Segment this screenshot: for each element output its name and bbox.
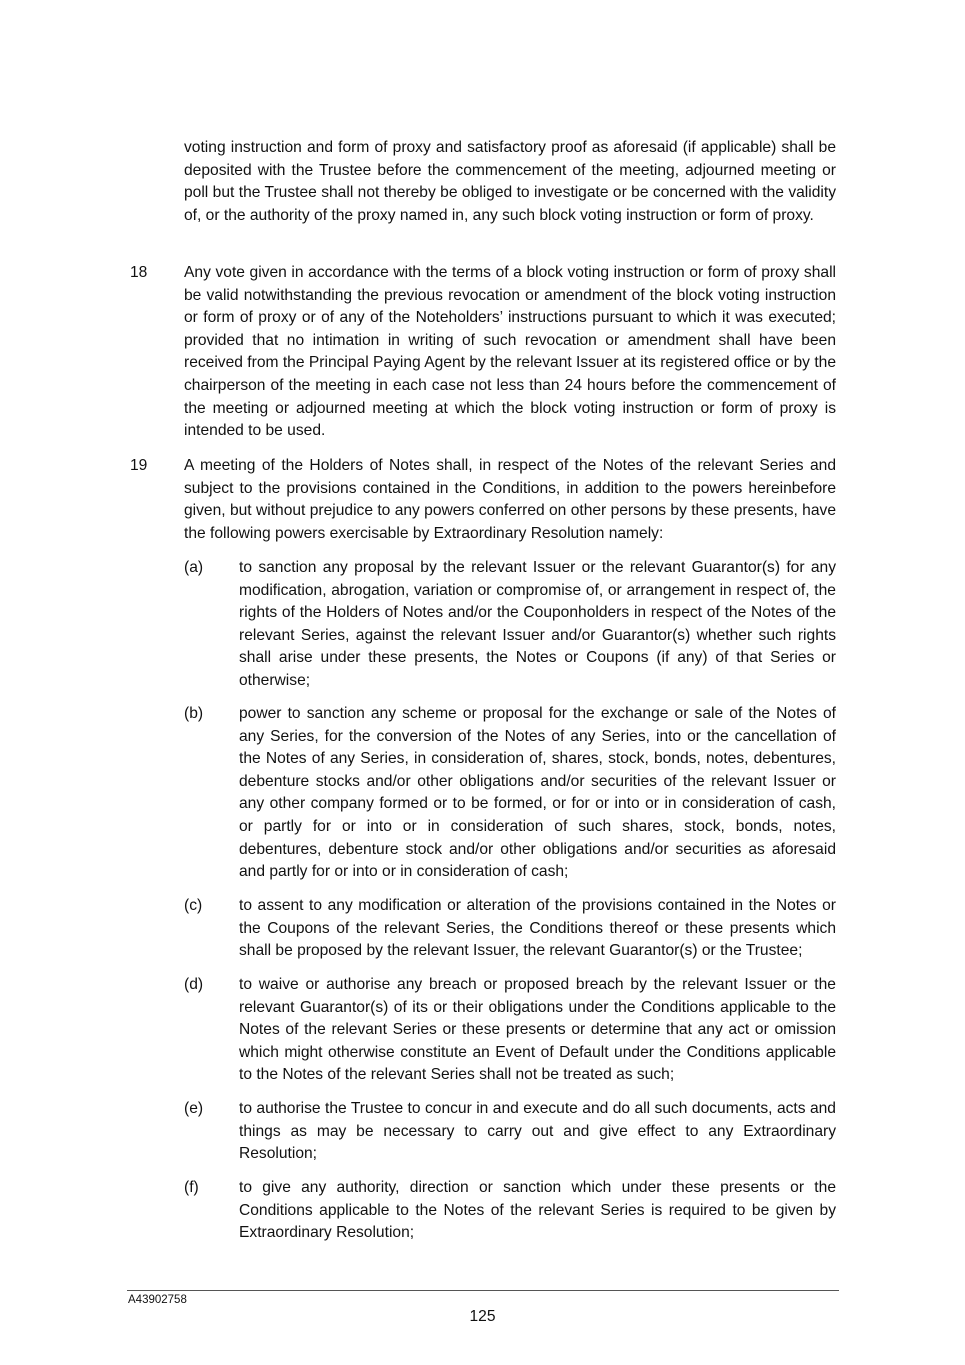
subclause-label: (d): [184, 976, 204, 993]
document-reference: A43902758: [128, 1294, 187, 1306]
subclause-text: to waive or authorise any breach or proposed breach by the relevant Issuer or the relevant Guarantor(s) of its or their obligations under the Conditions applicable to the Notes of the relevant Series or these presents or determine that any act or omission which might otherwise constitute an Event of Default under the Conditions applicable to the Notes of the relevant Series shall not be treated as such;: [239, 976, 836, 1084]
subclause-label: (f): [184, 1179, 199, 1196]
page-number: 125: [469, 1308, 496, 1325]
subclause-label: (e): [184, 1100, 204, 1117]
subclause-text: to assent to any modification or alteration of the provisions contained in the Notes or the Coupons of the relevant Series, the Conditions thereof or these presents which shall be proposed by the relevant Issuer, the relevant Guarantor(s) or the Trustee;: [239, 897, 836, 960]
continuation-paragraph: voting instruction and form of proxy and satisfactory proof as aforesaid (if applicable) shall be deposited with the Trustee before the commencement of the meeting, adjourned meeting or poll but the Trustee shall not thereby be obliged to investigate or be concerned with the validity of, or the authority of the proxy named in, any such block voting instruction or form of proxy.: [184, 139, 836, 224]
subclause-text: to sanction any proposal by the relevant Issuer or the relevant Guarantor(s) for any modification, abrogation, variation or compromise of, or arrangement in respect of, the rights of the Holders of Notes and/or the Couponholders in respect of the Notes of the relevant Series, against the relevant Issuer and/or Guarantor(s) whether such rights shall arise under these presents, the Notes or Coupons (if any) of that Series or otherwise;: [239, 559, 836, 689]
footer-divider: [127, 1290, 839, 1291]
subclause-text: to authorise the Trustee to concur in and execute and do all such documents, acts and things as may be necessary to carry out and give effect to any Extraordinary Resolution;: [239, 1100, 836, 1163]
clause-text: A meeting of the Holders of Notes shall, in respect of the Notes of the relevant Series and subject to the provisions contained in the Conditions, in addition to the powers hereinbefore given, but without prejudice to any powers conferred on other persons by these presents, have the following powers exercisable by Extraordinary Resolution namely:: [184, 457, 836, 542]
clause-text: Any vote given in accordance with the terms of a block voting instruction or form of proxy shall be valid notwithstanding the previous revocation or amendment of the block voting instruction or form of proxy or of any of the Noteholders’ instructions pursuant to which it was executed; provided that no intimation in writing of such revocation or amendment shall have been received from the Principal Paying Agent by the relevant Issuer at its registered office or by the chairperson of the meeting in each case not less than 24 hours before the commencement of the meeting or adjourned meeting at which the block voting instruction or form of proxy is intended to be used.: [184, 264, 836, 440]
subclause-label: (a): [184, 559, 204, 576]
subclause-text: to give any authority, direction or sanction which under these presents or the Conditions applicable to the Notes of the relevant Series is required to be given by Extraordinary Resolution;: [239, 1179, 836, 1242]
subclause-label: (c): [184, 897, 203, 914]
clause-number: 19: [130, 457, 148, 474]
clause-number: 18: [130, 264, 148, 281]
subclause-label: (b): [184, 705, 204, 722]
subclause-text: power to sanction any scheme or proposal for the exchange or sale of the Notes of any Series, for the conversion of the Notes of any Series, into or the cancellation of the Notes of any Series, in consideration of, shares, stock, bonds, notes, debentures, debenture stocks and/or other obligations and/or securities of the relevant Issuer or any other company formed or to be formed, or for or into or in consideration of cash, or partly for or into or in consideration of such shares, stock, bonds, notes, debentures, debenture stock and/or other obligations and/or securities as aforesaid and partly for or into or in consideration of cash;: [239, 705, 836, 881]
